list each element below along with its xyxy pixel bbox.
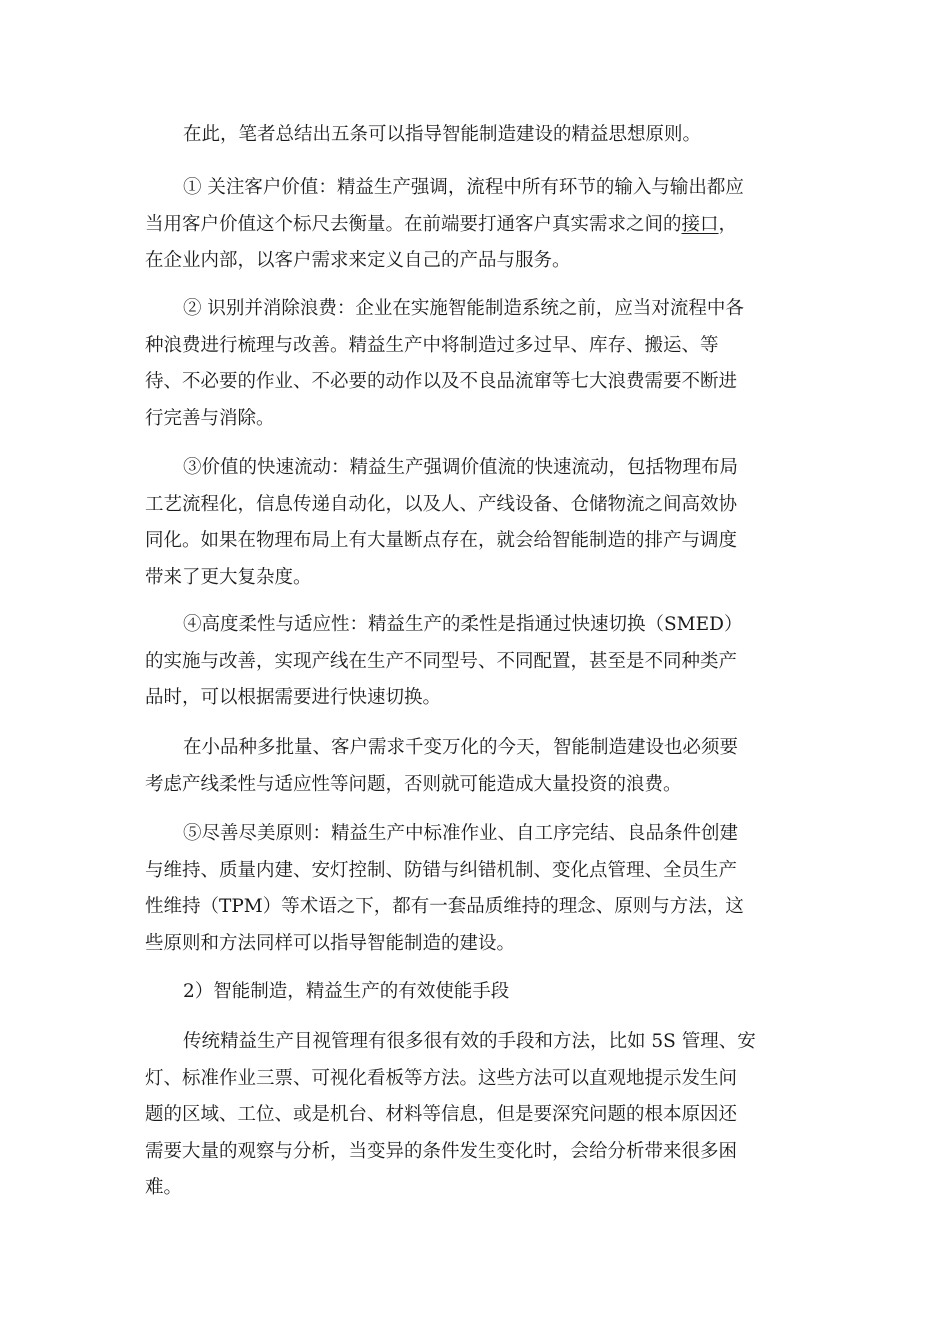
section-2-heading	[145, 974, 805, 1011]
section-2-body-paragraph	[145, 1024, 805, 1207]
text-line: ② 识别并消除浪费：企业在实施智能制造系统之前，应当对流程中各	[183, 298, 744, 319]
text-line: ③价值的快速流动：精益生产强调价值流的快速流动，包括物理布局	[183, 457, 739, 478]
text-line: 工艺流程化，信息传递自动化，以及人、产线设备、仓储物流之间高效协	[145, 493, 738, 515]
text-line: ④高度柔性与适应性：精益生产的柔性是指通过快速切换（SMED）	[183, 614, 743, 635]
text-line: 题的区域、工位、或是机台、材料等信息，但是要深究问题的根本原因还	[145, 1104, 738, 1125]
principle-4-note-paragraph	[145, 730, 805, 803]
text-line: 的实施与改善，实现产线在生产不同型号、不同配置，甚至是不同种类产	[145, 650, 738, 672]
text-line: 行完善与消除。	[145, 407, 275, 429]
text-line: 在小品种多批量、客户需求千变万化的今天，智能制造建设也必须要	[183, 737, 739, 758]
text-line: 带来了更大复杂度。	[145, 566, 312, 588]
text-line: 种浪费进行梳理与改善。精益生产中将制造过多过早、库存、搬运、等	[145, 334, 719, 356]
principle-5-paragraph	[145, 816, 805, 962]
link-suffix: ，	[718, 213, 738, 235]
text-line: 当用客户价值这个标尺去衡量。在前端要打通客户真实需求之间的	[145, 213, 682, 235]
text-line: 考虑产线柔性与适应性等问题，否则就可能造成大量投资的浪费。	[145, 773, 682, 795]
principle-1-paragraph	[145, 170, 805, 280]
text-line: 些原则和方法同样可以指导智能制造的建设。	[145, 932, 516, 954]
text-line: 品时，可以根据需要进行快速切换。	[145, 687, 442, 708]
text-line: 传统精益生产目视管理有很多很有效的手段和方法，比如 5S 管理、安	[183, 1031, 756, 1052]
text-line: 与维持、质量内建、安灯控制、防错与纠错机制、变化点管理、全员生产	[145, 859, 738, 881]
text-line-with-link	[145, 207, 805, 244]
text-line: 2）智能制造，精益生产的有效使能手段	[183, 981, 510, 1002]
text-line: 在此，笔者总结出五条可以指导智能制造建设的精益思想原则。	[183, 124, 702, 145]
text-line: 灯、标准作业三票、可视化看板等方法。这些方法可以直观地提示发生问	[145, 1067, 738, 1089]
intro-paragraph	[145, 117, 805, 154]
principle-4-paragraph	[145, 607, 805, 717]
text-line: 同化。如果在物理布局上有大量断点存在，就会给智能制造的排产与调度	[145, 530, 738, 551]
text-line: 难。	[145, 1177, 183, 1198]
text-line: 需要大量的观察与分析，当变异的条件发生变化时，会给分析带来很多困	[145, 1140, 738, 1162]
text-line: ⑤尽善尽美原则：精益生产中标准作业、自工序完结、良品条件创建	[183, 823, 739, 844]
principle-2-paragraph	[145, 291, 805, 437]
interface-link[interactable]: 接口	[681, 213, 719, 235]
text-line: ① 关注客户价值：精益生产强调，流程中所有环节的输入与输出都应	[183, 177, 744, 198]
text-line: 性维持（TPM）等术语之下，都有一套品质维持的理念、原则与方法，这	[145, 896, 744, 917]
principle-3-paragraph	[145, 450, 805, 596]
text-line: 在企业内部，以客户需求来定义自己的产品与服务。	[145, 250, 571, 271]
text-line: 待、不必要的作业、不必要的动作以及不良品流窜等七大浪费需要不断进	[145, 371, 738, 392]
